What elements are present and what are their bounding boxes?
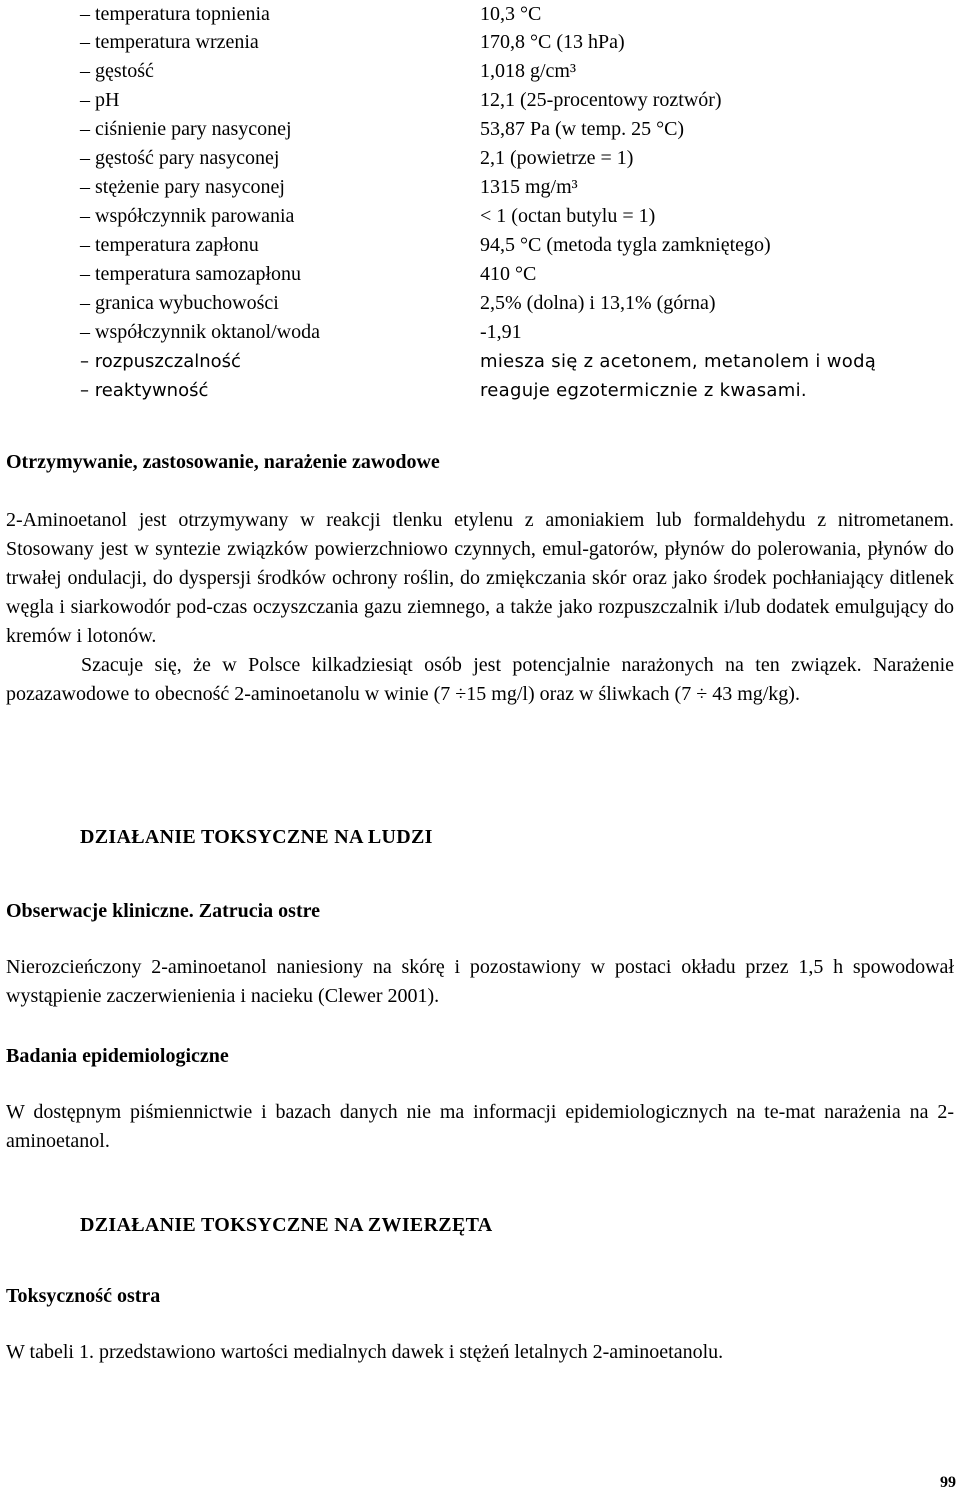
paragraph: Nierozcieńczony 2-aminoetanol naniesiony na skórę i pozostawiony w postaci okładu przez 1,5 h spowodował wystąpienie zaczerwienienia i nacieku (Clewer 2001).	[6, 956, 954, 1007]
property-value: 2,1 (powietrze = 1)	[480, 147, 634, 169]
property-name: – ciśnienie pary nasyconej	[80, 118, 292, 140]
property-row	[0, 347, 960, 376]
section-heading: Badania epidemiologiczne	[6, 1045, 229, 1067]
property-value: 10,3 °C	[480, 3, 542, 25]
property-name: – granica wybuchowości	[80, 292, 279, 314]
property-name: – temperatura topnienia	[80, 3, 270, 25]
property-row	[0, 231, 960, 260]
property-row	[0, 115, 960, 144]
property-value: < 1 (octan butylu = 1)	[480, 205, 656, 227]
chapter-heading-humans: DZIAŁANIE TOKSYCZNE NA LUDZI	[80, 826, 433, 848]
property-value: 170,8 °C (13 hPa)	[480, 31, 625, 53]
property-row	[0, 0, 960, 29]
property-row	[0, 173, 960, 202]
section-heading: Obserwacje kliniczne. Zatrucia ostre	[6, 900, 321, 922]
property-name: – temperatura zapłonu	[80, 234, 259, 256]
property-value: 53,87 Pa (w temp. 25 °C)	[480, 118, 685, 140]
paragraph: W tabeli 1. przedstawiono wartości medialnych dawek i stężeń letalnych 2-aminoetanolu.	[6, 1341, 724, 1363]
property-value: -1,91	[480, 321, 522, 343]
property-value: 1315 mg/m³	[480, 176, 578, 198]
paragraph: W dostępnym piśmiennictwie i bazach danych nie ma informacji epidemiologicznych na te-mat narażenia na 2-aminoetanol.	[6, 1101, 954, 1152]
property-name: – temperatura samozapłonu	[80, 263, 302, 285]
property-value: 2,5% (dolna) i 13,1% (górna)	[480, 292, 716, 314]
property-name: – temperatura wrzenia	[80, 31, 259, 53]
paragraph: Szacuje się, że w Polsce kilkadziesiąt osób jest potencjalnie narażonych na ten związek. Narażenie pozazawodowe to obecność 2-aminoetanolu w winie (7 ÷15 mg/l) oraz w śliwkach (7 ÷ 43 mg/kg).	[6, 654, 954, 705]
property-name: – rozpuszczalność	[80, 351, 241, 372]
property-value: 410 °C	[480, 263, 537, 285]
section-production	[6, 448, 954, 709]
property-row	[0, 318, 960, 347]
property-row	[0, 289, 960, 318]
property-name: – pH	[80, 89, 120, 111]
property-row	[0, 28, 960, 57]
property-name: – stężenie pary nasyconej	[80, 176, 285, 198]
property-value: reaguje egzotermicznie z kwasami.	[480, 380, 807, 401]
section-epidemiology	[6, 1042, 954, 1156]
property-row	[0, 144, 960, 173]
paragraph: 2-Aminoetanol jest otrzymywany w reakcji tlenku etylenu z amoniakiem lub formaldehydu z nitrometanem. Stosowany jest w syntezie związków powierzchniowo czynnych, emul-gatorów, płynów do polerowania, płynów do trwałej ondulacji, do dyspersji środków ochrony roślin, do zmiękczania skór oraz jako środek pochłaniający ditlenek węgla i siarkowodór pod-czas oczyszczania gazu ziemnego, a także jako rozpuszczalnik i/lub dodatek emulgujący do kremów i lotonów.	[6, 509, 954, 647]
property-name: – współczynnik oktanol/woda	[80, 321, 320, 343]
property-row	[0, 57, 960, 86]
section-heading: Toksyczność ostra	[6, 1285, 161, 1307]
property-name: – współczynnik parowania	[80, 205, 295, 227]
property-row	[0, 86, 960, 115]
property-row	[0, 260, 960, 289]
property-value: 12,1 (25-procentowy roztwór)	[480, 89, 722, 111]
property-name: – gęstość pary nasyconej	[80, 147, 280, 169]
section-heading: Otrzymywanie, zastosowanie, narażenie zawodowe	[6, 451, 440, 473]
section-acute-toxicity	[6, 1282, 954, 1367]
property-value: 1,018 g/cm³	[480, 60, 576, 82]
property-name: – reaktywność	[80, 380, 209, 401]
chapter-heading-animals: DZIAŁANIE TOKSYCZNE NA ZWIERZĘTA	[80, 1214, 493, 1236]
property-value: miesza się z acetonem, metanolem i wodą	[480, 351, 877, 372]
property-name: – gęstość	[80, 60, 154, 82]
page-number: 99	[940, 1474, 956, 1491]
property-value: 94,5 °C (metoda tygla zamkniętego)	[480, 234, 771, 256]
property-row	[0, 202, 960, 231]
section-clinical	[6, 897, 954, 1011]
property-row	[0, 376, 960, 405]
